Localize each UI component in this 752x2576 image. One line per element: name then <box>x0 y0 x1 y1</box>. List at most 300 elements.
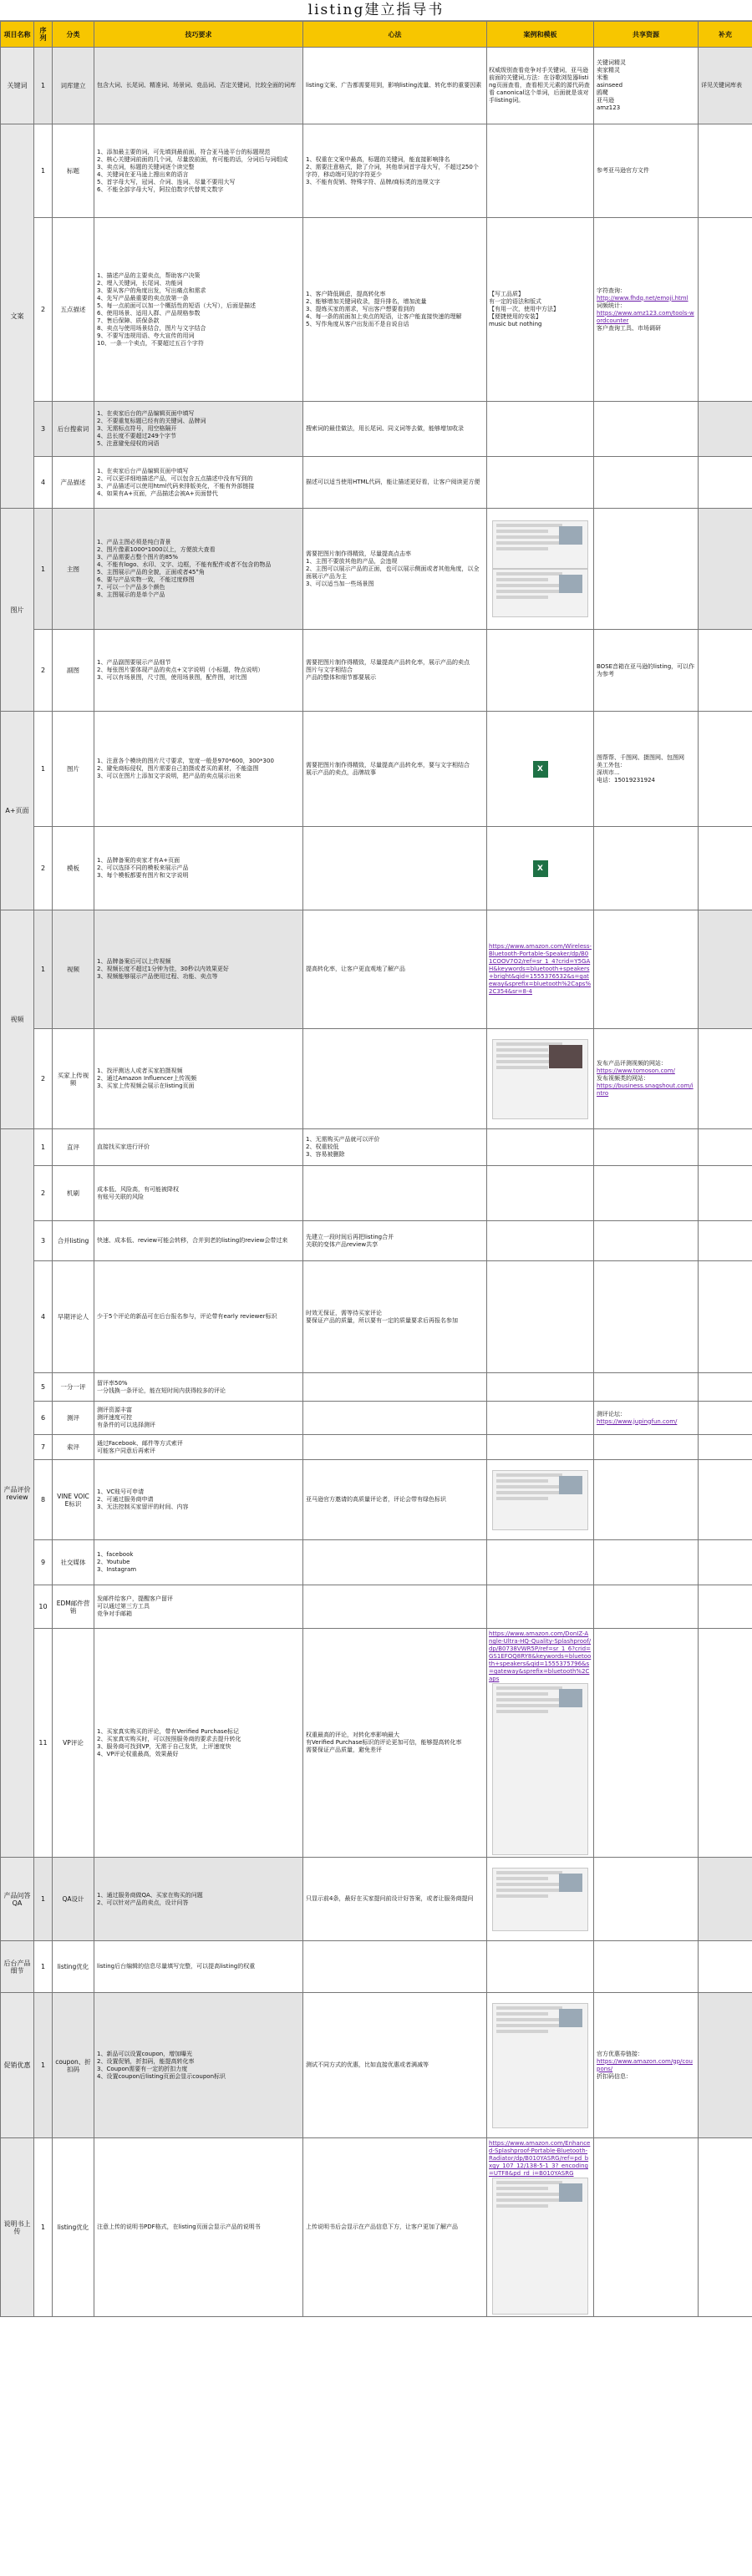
text-line: 2、图片像素1000*1000以上，方便放大查看 <box>97 546 216 553</box>
thumbnail-line <box>496 541 562 545</box>
resource-text: 发布视频类的网站： <box>597 1075 649 1082</box>
row-number: 2 <box>34 827 53 910</box>
case-cell <box>487 1993 594 2138</box>
text-line: 测评速度可控 <box>97 1414 132 1421</box>
case-text: music but nothing <box>489 321 542 327</box>
note-cell <box>699 1166 752 1221</box>
section-label: 后台产品细节 <box>1 1941 34 1993</box>
row-category: listing优化 <box>53 2138 94 2317</box>
table-row <box>1 1221 752 1261</box>
text-line: 包含大词、长尾词、精准词、场景词、竞品词、否定关键词，比较全面的词库 <box>97 82 296 89</box>
resource-text: 鸥鹭 <box>597 89 608 96</box>
shared-resources-cell <box>594 1629 699 1858</box>
case-link[interactable]: https://www.amazon.com/Enhanced-Splashproof-Portable-Bluetooth-Radiator/dp/B010YASRG/ref=pd_bxgy_107_12/138-5-1_3?_encoding=UTF8&pd_rd_i=B010YASRG <box>489 2140 591 2177</box>
header-note: 补充 <box>699 22 752 48</box>
case-link[interactable]: https://www.amazon.com/Wireless-Bluetooth-Portable-Speaker/dp/B01COOV7O2/ref=sr_1_4?crid=Y5GAH&keywords=bluetooth+speakers+bright&qid=1555376532&s=gateway&sprefix=bluetooth%2Caps%2C354&sr=8-4 <box>489 943 592 995</box>
text-line: 1、添加最主要的词，可先填到最前面，符合亚马逊平台的标题规范 <box>97 148 271 155</box>
resource-text: 字符查询： <box>597 287 626 294</box>
note-cell <box>699 1629 752 1858</box>
row-number: 3 <box>34 402 53 457</box>
table-row <box>1 910 752 1029</box>
tips-cell <box>303 218 487 402</box>
shared-resources-cell <box>594 1858 699 1941</box>
note-cell <box>699 712 752 827</box>
resource-link[interactable]: http://www.fhdq.net/emoji.html <box>597 294 688 302</box>
text-line: 6、使用场景、适用人群、产品规格参数 <box>97 309 201 317</box>
case-cell <box>487 1129 594 1166</box>
requirements-cell <box>94 1460 303 1540</box>
requirements-cell <box>94 1435 303 1460</box>
case-cell <box>487 1402 594 1435</box>
tips-cell <box>303 457 487 509</box>
note-cell <box>699 1941 752 1993</box>
case-cell <box>487 1540 594 1585</box>
row-number: 6 <box>34 1402 53 1435</box>
tips-cell <box>303 1540 487 1585</box>
text-line: 3、容易被删除 <box>306 1151 345 1158</box>
resource-text: 参考亚马逊官方文件 <box>597 167 649 174</box>
note-cell <box>699 1540 752 1585</box>
case-cell <box>487 1941 594 1993</box>
shared-resources-cell <box>594 48 699 124</box>
text-line: 1、客户降低顾虑，提高转化率 <box>306 291 386 297</box>
text-line: 展示产品的卖点，品牌故事 <box>306 768 376 776</box>
tips-cell <box>303 1585 487 1629</box>
thumbnail-image <box>559 575 582 593</box>
tips-cell <box>303 1166 487 1221</box>
row-number: 2 <box>34 218 53 402</box>
text-line: 10、一条一个卖点，不要超过五百个字符 <box>97 339 204 347</box>
text-line: 图片与文字相结合 <box>306 667 353 673</box>
text-line: 1、权重在文案中最高，标题的关键词，能直接影响排名 <box>306 155 450 163</box>
note-cell <box>699 1585 752 1629</box>
text-line: 需要保证产品质量，避免差评 <box>306 1747 382 1753</box>
text-line: 发邮件给客户，提醒客户留评 <box>97 1595 173 1602</box>
text-line: 2、买家真实购买时，可以按照服务商的要求去提升转化 <box>97 1735 241 1742</box>
text-line: 亚马逊官方邀请的高质量评论者，评论会带有绿色标识 <box>306 1496 446 1503</box>
resource-link[interactable]: https://www.tomoson.com/ <box>597 1067 675 1074</box>
requirements-cell <box>94 1858 303 1941</box>
resource-text: 电话：15019231924 <box>597 776 655 783</box>
tips-cell <box>303 402 487 457</box>
text-line: 4、每一条的前面加上卖点的短语，让客户能直接快速的理解 <box>306 313 462 320</box>
text-line: 竞争对手邮箱 <box>97 1610 132 1617</box>
shared-resources-cell <box>594 712 699 827</box>
row-category: 模板 <box>53 827 94 910</box>
resource-text: 图帮帮、千图网、摄图网、包图网 <box>597 753 684 761</box>
shared-resources-cell <box>594 1166 699 1221</box>
text-line: 2、避免商标侵权，图片需要自己拍摄或者买的素材，不能盗图 <box>97 765 259 772</box>
requirements-cell <box>94 1629 303 1858</box>
thumbnail-line <box>496 2187 548 2190</box>
tips-cell <box>303 1221 487 1261</box>
text-line: 1、描述产品的主要卖点，帮助客户决策 <box>97 271 201 279</box>
shared-resources-cell <box>594 1540 699 1585</box>
shared-resources-cell <box>594 1941 699 1993</box>
note-cell <box>699 218 752 402</box>
thumbnail-line <box>496 596 548 599</box>
row-number: 1 <box>34 712 53 827</box>
row-category: 测评 <box>53 1402 94 1435</box>
row-category: 视频 <box>53 910 94 1029</box>
table-row <box>1 1402 752 1435</box>
requirements-cell <box>94 630 303 712</box>
text-line: 3、无需标点符号，用空格隔开 <box>97 425 177 432</box>
text-line: 2、不要重复标题已经有的关键词、品牌词 <box>97 418 206 424</box>
requirements-cell <box>94 1373 303 1402</box>
shared-resources-cell <box>594 630 699 712</box>
case-text: 【写工品质】 <box>489 291 524 297</box>
resource-text: 发布产品评测视频的网站： <box>597 1060 667 1067</box>
tips-cell <box>303 827 487 910</box>
shared-resources-cell <box>594 1129 699 1166</box>
requirements-cell <box>94 1993 303 2138</box>
thumbnail-image <box>559 1874 582 1892</box>
row-number: 1 <box>34 1993 53 2138</box>
tips-cell <box>303 910 487 1029</box>
text-line: 8、卖点与使用场景结合，图片与文字结合 <box>97 324 206 332</box>
shared-resources-cell <box>594 509 699 630</box>
text-line: 1、注意各个模块的图片尺寸要求，宽度一般是970*600，300*300 <box>97 758 274 764</box>
requirements-cell <box>94 1402 303 1435</box>
text-line: 1、品牌备案后可以上传视频 <box>97 958 171 965</box>
tips-cell <box>303 1629 487 1858</box>
screenshot-thumbnail <box>492 2003 588 2128</box>
case-cell <box>487 2138 594 2317</box>
row-number: 4 <box>34 1261 53 1373</box>
resource-text: 折扣码信息： <box>597 2072 632 2080</box>
note-cell <box>699 910 752 1029</box>
thumbnail-line <box>496 1710 548 1713</box>
section-label: 产品问答QA <box>1 1858 34 1941</box>
thumbnail-line <box>496 1889 562 1892</box>
row-category: 社交媒体 <box>53 1540 94 1585</box>
case-text: 【便捷使用的安装】 <box>489 313 541 320</box>
requirements-cell <box>94 827 303 910</box>
row-category: 直评 <box>53 1129 94 1166</box>
table-row <box>1 1029 752 1129</box>
note-cell <box>699 1402 752 1435</box>
table-row <box>1 1435 752 1460</box>
text-line: 5、主图展示产品的全貌，正面或者45°角 <box>97 569 205 576</box>
row-number: 2 <box>34 1029 53 1129</box>
requirements-cell <box>94 1129 303 1166</box>
note-cell <box>699 1129 752 1166</box>
tips-cell <box>303 630 487 712</box>
screenshot-thumbnail <box>492 569 588 617</box>
attached-file[interactable] <box>489 860 592 877</box>
header-tip: 心法 <box>303 22 487 48</box>
thumbnail-line <box>496 547 548 550</box>
resource-text: 关键词精灵 <box>597 59 626 66</box>
text-line: 4、关键词在亚马逊上搜出来的语言 <box>97 170 189 178</box>
text-line: 1、VC账号可申请 <box>97 1488 145 1495</box>
tips-cell <box>303 124 487 218</box>
note-cell <box>699 827 752 910</box>
case-cell <box>487 1858 594 1941</box>
text-line: 产品的整体和细节都要展示 <box>306 674 376 681</box>
text-line: 只显示前4条，最好在买家提问前设计好答案，或者让服务商提问 <box>306 1895 474 1902</box>
thumbnail-line <box>496 590 562 593</box>
requirements-cell <box>94 1221 303 1261</box>
text-line: 6、要与产品实物一致，不能过度修图 <box>97 576 195 583</box>
note-cell <box>699 1858 752 1941</box>
table-body <box>1 48 752 2317</box>
shared-resources-cell <box>594 1221 699 1261</box>
table-row <box>1 1941 752 1993</box>
text-line: 2、视频长度不超过1分钟为佳，30秒以内效果更好 <box>97 966 229 972</box>
text-line: 5、写作角度从客户出发而不是自说自话 <box>306 321 409 327</box>
thumbnail-line <box>496 530 548 533</box>
row-category: 后台搜索词 <box>53 402 94 457</box>
text-line: 5、每一点前面可以加一个概括性的短语（大写），后面是描述 <box>97 302 256 309</box>
row-number: 1 <box>34 1129 53 1166</box>
text-line: 9、不要写违规用语、夸大宣传的用词 <box>97 332 195 339</box>
note-cell <box>699 1460 752 1540</box>
thumbnail-line <box>496 572 562 576</box>
thumbnail-image <box>559 526 582 545</box>
row-number: 5 <box>34 1373 53 1402</box>
resource-link[interactable]: https://www.amz123.com/tools-wordcounter <box>597 309 694 324</box>
requirements-cell <box>94 910 303 1029</box>
note-cell <box>699 2138 752 2317</box>
resource-text: 词频统计： <box>597 302 626 309</box>
thumbnail-image <box>549 1045 582 1068</box>
row-category: listing优化 <box>53 1941 94 1993</box>
thumbnail-line <box>496 2204 548 2208</box>
table-row <box>1 1261 752 1373</box>
tips-cell <box>303 1993 487 2138</box>
table-row <box>1 1373 752 1402</box>
row-category: 合并listing <box>53 1221 94 1261</box>
requirements-cell <box>94 1261 303 1373</box>
text-line: 3、产品需要占整个图片的85% <box>97 554 179 560</box>
table-row <box>1 124 752 218</box>
text-line: 7、售后保障、质保条款 <box>97 317 160 324</box>
resource-text: BOSE音箱在亚马逊的listing，可以作为参考 <box>597 662 695 677</box>
row-number: 1 <box>34 124 53 218</box>
thumbnail-line <box>496 1692 548 1696</box>
section-label: 文案 <box>1 124 34 509</box>
shared-resources-cell <box>594 1029 699 1129</box>
row-category: 索评 <box>53 1435 94 1460</box>
text-line: 8、主图展示的是单个产品 <box>97 591 165 598</box>
requirements-cell <box>94 1540 303 1585</box>
row-number: 1 <box>34 1941 53 1993</box>
table-row <box>1 630 752 712</box>
tips-cell <box>303 48 487 124</box>
thumbnail-line <box>496 1066 548 1069</box>
screenshot-thumbnail <box>492 1868 588 1931</box>
text-line: 4、总长度不要超过249个字节 <box>97 433 176 439</box>
section-label: 视频 <box>1 910 34 1129</box>
text-line: 1、产品副图要展示产品细节 <box>97 659 171 666</box>
resource-link[interactable]: https://business.snagshout.com/intro <box>597 1083 694 1097</box>
row-number: 1 <box>34 48 53 124</box>
tips-cell <box>303 2138 487 2317</box>
text-line: 测评资源丰富 <box>97 1407 132 1413</box>
text-line: 有账号关联的风险 <box>97 1193 144 1200</box>
text-line: 需要把图片制作得精致，尽量提高产品转化率，要与文字相结合 <box>306 761 470 768</box>
text-line: 2、Youtube <box>97 1559 130 1565</box>
text-line: 1、通过服务商做QA、买家在购买的问题 <box>97 1891 203 1899</box>
case-cell <box>487 827 594 910</box>
row-category: 一分一评 <box>53 1373 94 1402</box>
shared-resources-cell <box>594 402 699 457</box>
tips-cell <box>303 712 487 827</box>
note-cell <box>699 509 752 630</box>
thumbnail-line <box>496 1704 562 1707</box>
shared-resources-cell <box>594 1373 699 1402</box>
text-line: 3、不能有促销、特殊字符、品牌/商标类的违规文字 <box>306 178 440 185</box>
tips-cell <box>303 1373 487 1402</box>
text-line: 直接找买家进行评价 <box>97 1143 150 1150</box>
text-line: 2、每张图片要体现产品的卖点+文字说明（小标题，特点说明） <box>97 667 264 673</box>
text-line: 2、权重较低 <box>306 1143 339 1150</box>
text-line: 3、视频能够展示产品使用过程、功能、卖点等 <box>97 973 218 980</box>
text-line: 3、每个模板都要有图片和文字说明 <box>97 872 189 879</box>
screenshot-thumbnail <box>492 2178 588 2315</box>
text-line: 7、可以一个产品多个颜色 <box>97 584 165 591</box>
text-line: 2、核心关键词前面的几个词，尽量放前面，有可能的话，分词后与词组成 <box>97 155 288 163</box>
case-text: 【有用一次，使用中方法】 <box>489 306 559 312</box>
text-line: 快速、成本低、review可能会转移，合并到老的listing的review会带过来 <box>97 1237 288 1244</box>
note-cell <box>699 630 752 712</box>
header-num: 序列 <box>34 22 53 48</box>
thumbnail-line <box>496 578 548 581</box>
case-cell <box>487 402 594 457</box>
section-label: 产品评价review <box>1 1129 34 1858</box>
case-cell <box>487 1585 594 1629</box>
text-line: 3、卖点词，标题的关键词逐个读完整 <box>97 163 195 170</box>
resource-text: 官方优惠券链接： <box>597 2050 643 2057</box>
header-row <box>1 22 752 48</box>
tips-cell <box>303 1261 487 1373</box>
table-row <box>1 1129 752 1166</box>
shared-resources-cell <box>594 1460 699 1540</box>
requirements-cell <box>94 1941 303 1993</box>
row-number: 11 <box>34 1629 53 1858</box>
resource-text: 卖家精灵 <box>597 67 620 74</box>
case-cell <box>487 1629 594 1858</box>
thumbnail-line <box>496 2024 562 2027</box>
text-line: 要保证产品的质量，所以要有一定的质量要求后再报名参加 <box>306 1316 458 1324</box>
case-link[interactable]: https://www.amazon.com/DonIZ-Angle-Ultra-HQ-Quality-Splashproof/dp/B0738VWR5P/ref=sr_1_6?crid=GS1EFOQ8RY8&keywords=bluetooth+speakers&qid=1555375796&s=gateway&sprefix=bluetooth%2Caps <box>489 1630 592 1682</box>
text-line: 3、Instagram <box>97 1566 137 1573</box>
note-cell <box>699 1435 752 1460</box>
row-number: 4 <box>34 457 53 509</box>
text-line: 有条件的可以选择测评 <box>97 1422 155 1428</box>
screenshot-thumbnail <box>492 1470 588 1530</box>
text-line: 权重最高的评论，对转化率影响最大 <box>306 1732 399 1738</box>
row-number: 1 <box>34 1858 53 1941</box>
text-line: 测试不同方式的优惠，比如直接优惠或者满减等 <box>306 2061 429 2068</box>
shared-resources-cell <box>594 827 699 910</box>
requirements-cell <box>94 1585 303 1629</box>
thumbnail-line <box>496 1497 548 1500</box>
thumbnail-image <box>559 1476 582 1494</box>
table-row <box>1 457 752 509</box>
text-line: 可以通过第三方工具 <box>97 1603 150 1610</box>
screenshot-thumbnail <box>492 1039 588 1119</box>
text-line: 提高转化率，让客户更直观地了解产品 <box>306 966 405 972</box>
table-row <box>1 1629 752 1858</box>
requirements-cell <box>94 2138 303 2317</box>
shared-resources-cell <box>594 1261 699 1373</box>
text-line: 详见关键词库表 <box>701 82 742 89</box>
thumbnail-line <box>496 2181 562 2184</box>
table-row <box>1 1585 752 1629</box>
table-row <box>1 1993 752 2138</box>
table-row <box>1 1540 752 1585</box>
text-line: 3、Coupon需要有一定的折扣力度 <box>97 2065 188 2072</box>
text-line: 时效无保证，需等待买家评论 <box>306 1309 382 1316</box>
text-line: 3、要从客户的角度出发，写出痛点和需求 <box>97 287 206 294</box>
text-line: 留评率50% <box>97 1379 128 1387</box>
requirements-cell <box>94 48 303 124</box>
note-cell <box>699 402 752 457</box>
resource-text: 亚马逊 <box>597 97 614 104</box>
row-category: 图片 <box>53 712 94 827</box>
thumbnail-line <box>496 1686 562 1690</box>
shared-resources-cell <box>594 1993 699 2138</box>
shared-resources-cell <box>594 1435 699 1460</box>
note-cell <box>699 1373 752 1402</box>
table-row <box>1 402 752 457</box>
resource-link[interactable]: https://www.jupingfun.com/ <box>597 1417 678 1425</box>
note-cell <box>699 1261 752 1373</box>
text-line: 2、可通过服务商申请 <box>97 1496 154 1503</box>
text-line: 2、可以针对产品的卖点，设计问答 <box>97 1899 189 1906</box>
requirements-cell <box>94 218 303 402</box>
text-line: listing后台编辑的信息尽量填写完整，可以提高listing的权重 <box>97 1963 256 1970</box>
table-row <box>1 1460 752 1540</box>
case-cell <box>487 910 594 1029</box>
case-cell <box>487 1435 594 1460</box>
header-case: 案例和模板 <box>487 22 594 48</box>
thumbnail-line <box>496 1871 562 1874</box>
requirements-cell <box>94 457 303 509</box>
text-line: 1、产品主图必须是纯白背景 <box>97 539 171 545</box>
text-line: 先建立一段时间后再把listing合并 <box>306 1233 394 1240</box>
shared-resources-cell <box>594 910 699 1029</box>
shared-resources-cell <box>594 457 699 509</box>
header-req: 技巧要求 <box>94 22 303 48</box>
resource-link[interactable]: https://www.amazon.com/gp/coupons/ <box>597 2057 693 2072</box>
text-line: 3、可以适当加一些场景图 <box>306 580 374 587</box>
attached-file[interactable] <box>489 761 592 778</box>
text-line: 2、能够增加关键词收录，提升排名，增加流量 <box>306 298 427 305</box>
thumbnail-line <box>496 1877 548 1880</box>
row-number: 10 <box>34 1585 53 1629</box>
guide-table <box>0 21 752 2317</box>
note-cell <box>699 48 752 124</box>
tips-cell <box>303 1029 487 1129</box>
text-line: 2、主图可以展示产品的正面，也可以展示侧面或者其他角度，以全面展示产品为主 <box>306 565 480 580</box>
text-line: 成本低、风险高，有可能被降权 <box>97 1185 179 1193</box>
text-line: 4、设置coupon后listing页面会显示coupon标识 <box>97 2072 226 2080</box>
thumbnail-line <box>496 2006 562 2010</box>
text-line: 4、先写产品最重要的卖点放第一条 <box>97 294 189 302</box>
table-row <box>1 2138 752 2317</box>
row-number: 1 <box>34 910 53 1029</box>
resource-text: 米雅 <box>597 74 608 81</box>
text-line: 可能客户同意后再索评 <box>97 1447 155 1454</box>
case-cell <box>487 218 594 402</box>
thumbnail-image <box>559 1689 582 1707</box>
table-row <box>1 827 752 910</box>
row-number: 2 <box>34 630 53 712</box>
